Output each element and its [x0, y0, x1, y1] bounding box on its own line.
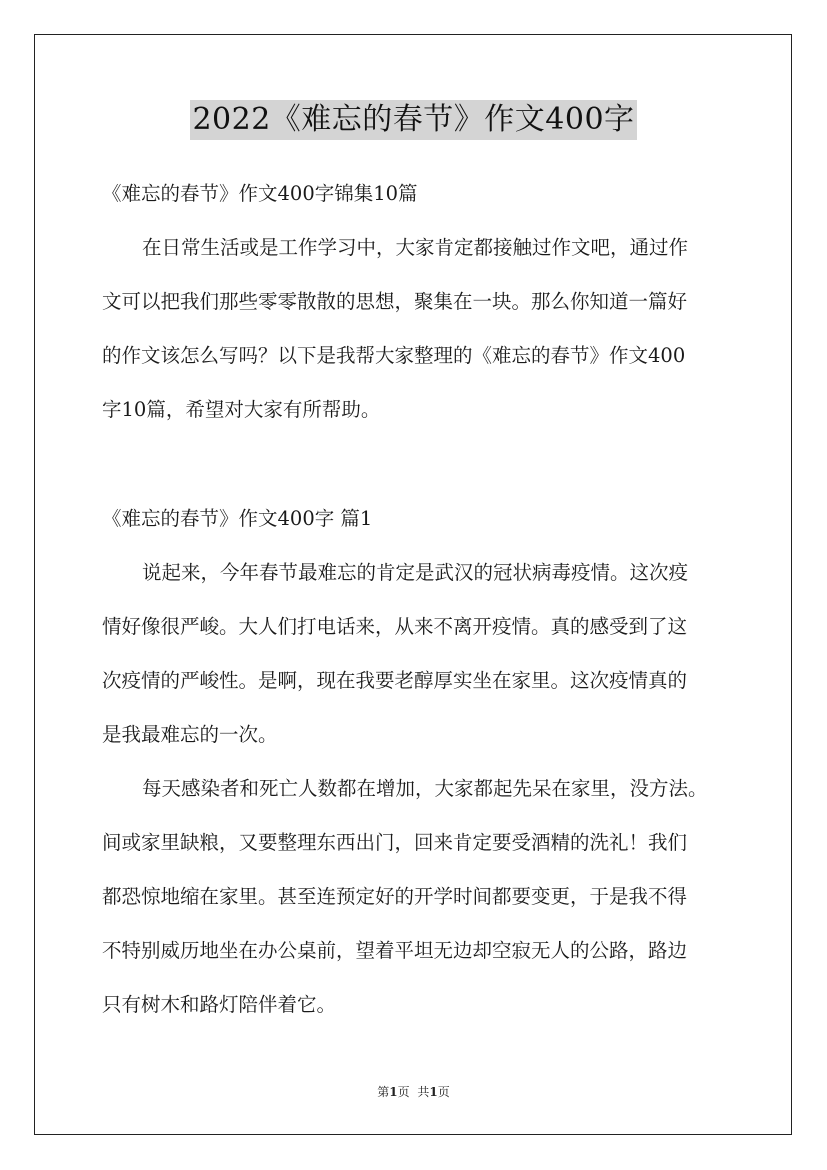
title-container	[0, 100, 827, 140]
paragraph-line: 只有树木和路灯陪伴着它。	[102, 993, 337, 1016]
page-footer	[0, 1084, 827, 1100]
footer-page-number: 1	[389, 1085, 398, 1099]
paragraph-line: 每天感染者和死亡人数都在增加，大家都起先呆在家里，没方法。	[142, 777, 708, 800]
paragraph-line: 是我最难忘的一次。	[102, 723, 278, 746]
footer-total-suffix: 页	[437, 1085, 450, 1099]
footer-total-number: 1	[429, 1085, 438, 1099]
footer-page-suffix: 页	[397, 1085, 410, 1099]
paragraph-line: 不特别威历地坐在办公桌前，望着平坦无边却空寂无人的公路，路边	[102, 939, 688, 962]
paragraph-line: 都恐惊地缩在家里。甚至连预定好的开学时间都要变更，于是我不得	[102, 885, 688, 908]
intro-line: 的作文该怎么写吗？以下是我帮大家整理的《难忘的春节》作文400	[102, 344, 686, 367]
intro-line: 在日常生活或是工作学习中，大家肯定都接触过作文吧，通过作	[142, 236, 689, 259]
intro-line: 字10篇，希望对大家有所帮助。	[102, 398, 381, 421]
footer-page-prefix: 第	[377, 1085, 390, 1099]
document-title: 2022《难忘的春节》作文400字	[190, 100, 636, 140]
footer-total-prefix: 共	[417, 1085, 430, 1099]
subtitle: 《难忘的春节》作文400字锦集10篇	[102, 182, 418, 205]
paragraph-line: 情好像很严峻。大人们打电话来，从来不离开疫情。真的感受到了这	[102, 615, 688, 638]
intro-line: 文可以把我们那些零零散散的思想，聚集在一块。那么你知道一篇好	[102, 290, 688, 313]
paragraph-line: 次疫情的严峻性。是啊，现在我要老醇厚实坐在家里。这次疫情真的	[102, 669, 688, 692]
paragraph-line: 间或家里缺粮，又要整理东西出门，回来肯定要受酒精的洗礼！我们	[102, 831, 688, 854]
paragraph-line: 说起来，今年春节最难忘的肯定是武汉的冠状病毒疫情。这次疫	[142, 561, 689, 584]
section-heading: 《难忘的春节》作文400字 篇1	[102, 507, 373, 530]
